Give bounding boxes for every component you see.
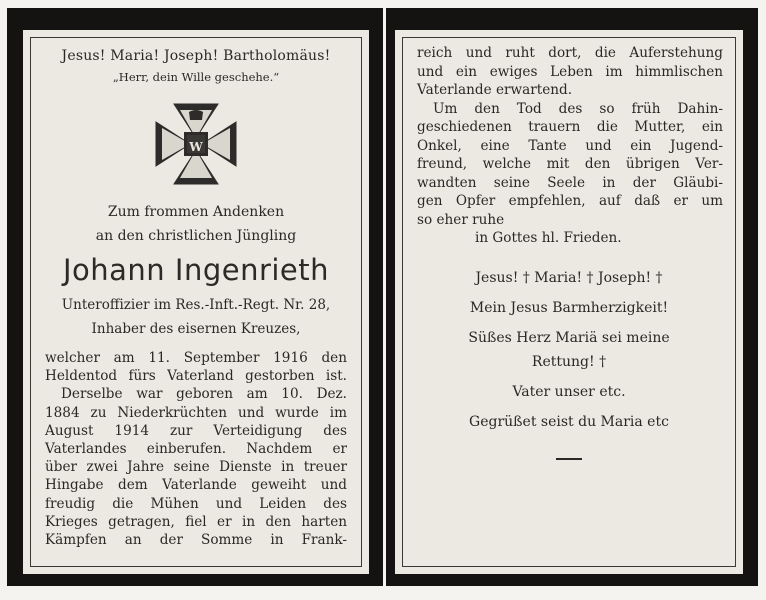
left-page-frame	[30, 37, 362, 567]
text-line: freund, welche mit den übrigen Ver-	[417, 156, 723, 172]
prayer-holy-names: Jesus! † Maria! † Joseph! †	[475, 269, 663, 286]
bio-line: 1884 zu Niederkrüchten und wurde im	[45, 404, 347, 421]
text-line: gen Opfer empfehlen, auf daß er um	[417, 193, 723, 209]
left-page	[23, 30, 369, 574]
rank-line-2: Inhaber des eisernen Kreuzes,	[91, 321, 301, 337]
continuation-text	[403, 44, 735, 248]
biography-text	[31, 349, 361, 549]
deceased-name: Johann Ingenrieth	[62, 253, 330, 287]
text-line: so eher ruhe	[417, 211, 505, 228]
text-line: wandten seine Seele in der Gläubi-	[417, 174, 723, 191]
cross-letter: W	[189, 140, 203, 154]
invocation-header: Jesus! Maria! Joseph! Bartholomäus!	[61, 48, 331, 64]
motto: „Herr, dein Wille geschehe.“	[112, 70, 280, 84]
text-line: in Gottes hl. Frieden.	[475, 230, 622, 246]
text-line: Vaterlande erwartend.	[417, 82, 573, 98]
intro-line-1: Zum frommen Andenken	[107, 204, 285, 220]
text-line: reich und ruht dort, die Auferstehung	[417, 45, 723, 61]
bio-line: August 1914 zur Verteidigung des	[45, 422, 347, 439]
bio-line: Krieges getragen, fiel er in den harten	[45, 513, 347, 530]
text-line: Um den Tod des so früh Dahin-	[433, 100, 723, 117]
bio-line: welcher am 11. September 1916 den	[45, 350, 347, 366]
bio-line: Hingabe dem Vaterlande geweiht und	[45, 477, 347, 494]
bio-line: Kämpfen an der Somme in Frank-	[45, 532, 347, 549]
iron-cross-icon	[150, 98, 242, 190]
bio-line: freudig die Mühen und Leiden des	[45, 495, 347, 512]
bio-line: über zwei Jahre seine Dienste in treuer	[45, 459, 347, 476]
bio-line: Vaterlandes einberufen. Nachdem er	[45, 441, 347, 458]
right-page-frame	[402, 37, 736, 567]
text-line: Onkel, eine Tante und ein Jugend-	[417, 137, 723, 154]
bio-line: Heldentod fürs Vaterland gestorben ist.	[45, 368, 347, 385]
bio-line: Derselbe war geboren am 10. Dez.	[61, 386, 347, 403]
left-card	[7, 8, 383, 586]
text-line: und ein ewiges Leben im himmlischen	[417, 63, 723, 80]
iron-cross-wrap	[31, 98, 361, 190]
rank-line-1: Unteroffizier im Res.-Inft.-Regt. Nr. 28,	[61, 297, 331, 313]
right-card	[386, 8, 758, 586]
prayer-sacred-heart-1: Süßes Herz Mariä sei meine	[468, 329, 670, 346]
closing-rule	[556, 458, 582, 460]
prayer-mercy: Mein Jesus Barmherzigkeit!	[469, 299, 669, 316]
prayer-our-father: Vater unser etc.	[512, 383, 626, 400]
text-line: geschiedenen trauern die Mutter, ein	[417, 119, 723, 135]
right-page	[395, 30, 743, 574]
prayer-sacred-heart-2: Rettung! †	[531, 353, 607, 370]
intro-line-2: an den christlichen Jüngling	[95, 228, 297, 244]
prayer-hail-mary: Gegrüßet seist du Maria etc	[469, 413, 669, 430]
